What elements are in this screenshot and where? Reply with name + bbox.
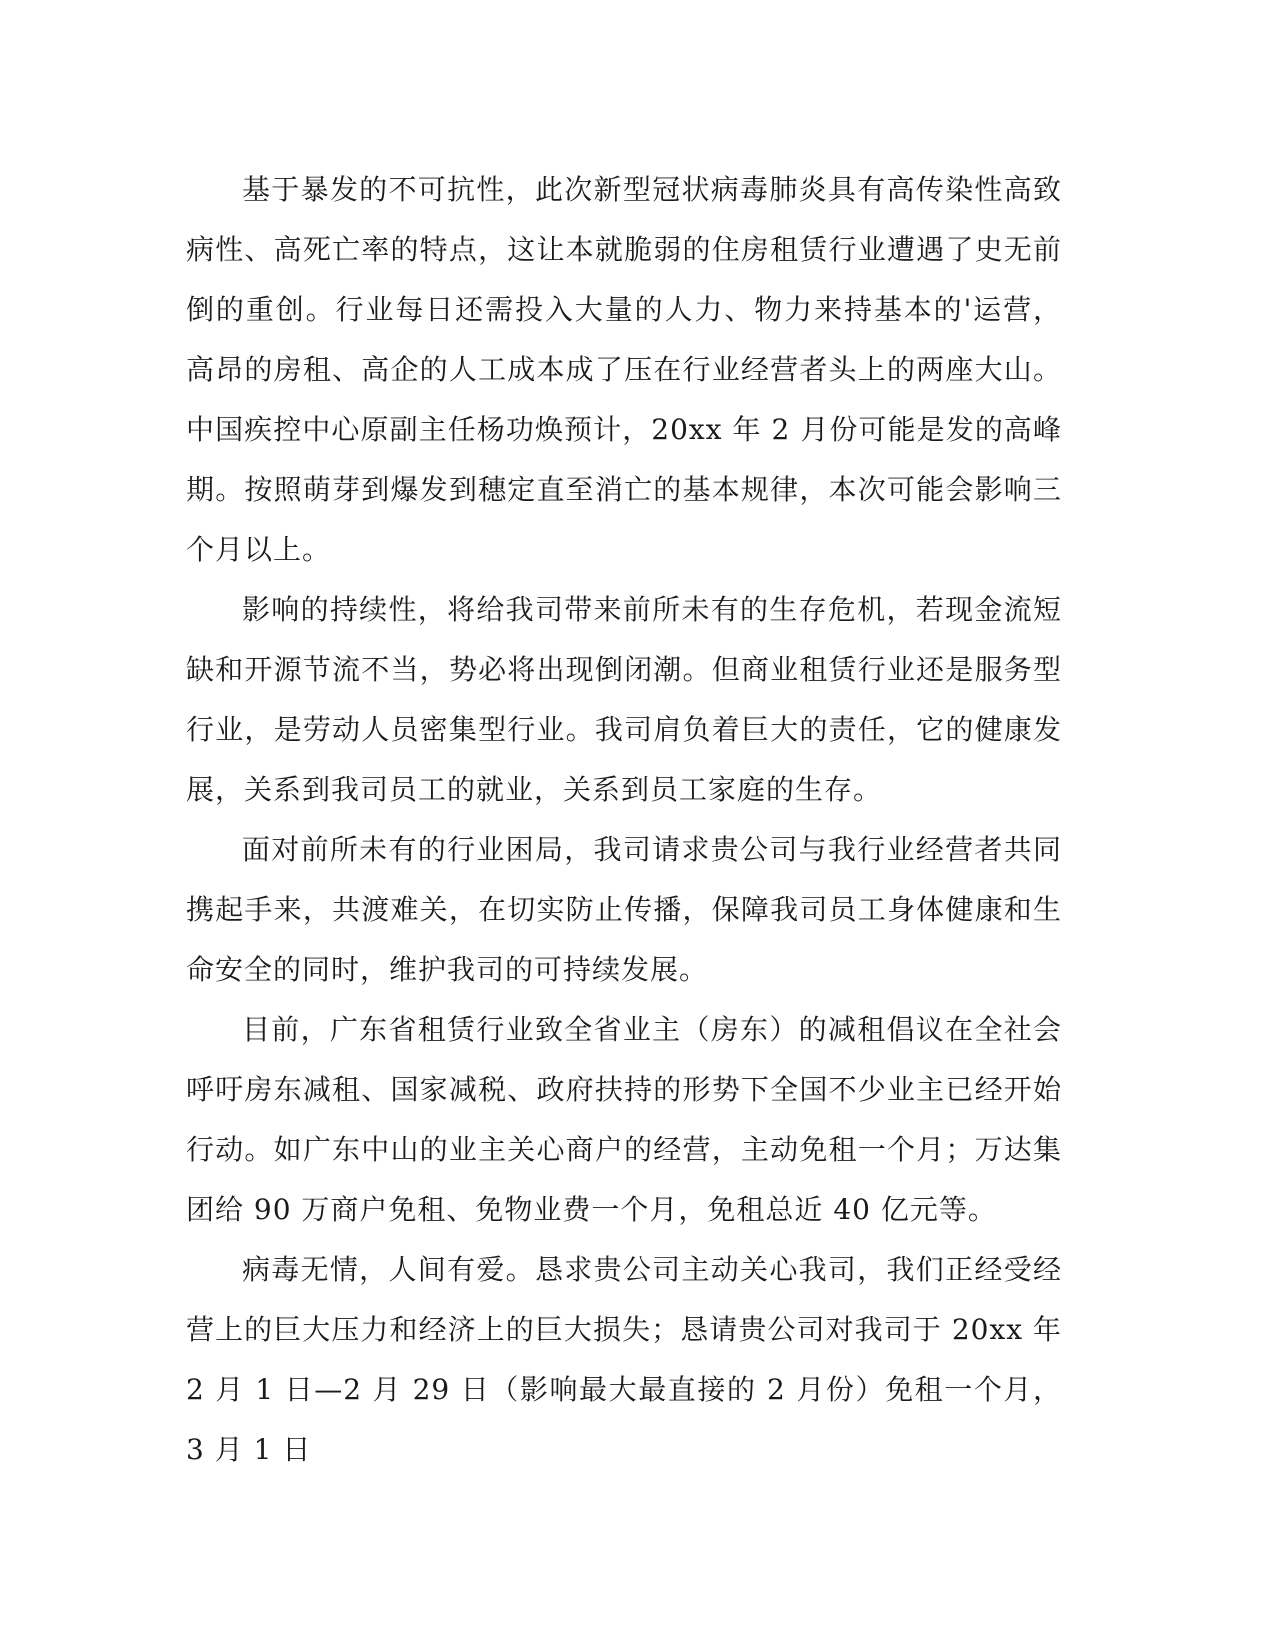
paragraph-1: 基于暴发的不可抗性，此次新型冠状病毒肺炎具有高传染性高致病性、高死亡率的特点，这让本就脆弱的住房租赁行业遭遇了史无前倒的重创。行业每日还需投入大量的人力、物力来持基本的'运营，高昂的房租、高企的人工成本成了压在行业经营者头上的两座大山。中国疾控中心原副主任杨功焕预计，20xx 年 2 月份可能是发的高峰期。按照萌芽到爆发到穗定直至消亡的基本规律，本次可能会影响三个月以上。: [186, 173, 1062, 566]
paragraph-3: 面对前所未有的行业困局，我司请求贵公司与我行业经营者共同携起手来，共渡难关，在切实防止传播，保障我司员工身体健康和生命安全的同时，维护我司的可持续发展。: [186, 833, 1062, 986]
paragraph-5: 病毒无情，人间有爱。恳求贵公司主动关心我司，我们正经受经营上的巨大压力和经济上的巨大损失；恳请贵公司对我司于 20xx 年 2 月 1 日—2 月 29 日（影响最大最直接的 2 月份）免租一个月，3 月 1 日: [186, 1253, 1062, 1466]
paragraph-4: 目前，广东省租赁行业致全省业主（房东）的减租倡议在全社会呼吁房东减租、国家减税、政府扶持的形势下全国不少业主已经开始行动。如广东中山的业主关心商户的经营，主动免租一个月；万达集团给 90 万商户免租、免物业费一个月，免租总近 40 亿元等。: [186, 1013, 1062, 1226]
document-body: [186, 160, 1062, 1480]
paragraph-2: 影响的持续性，将给我司带来前所未有的生存危机，若现金流短缺和开源节流不当，势必将出现倒闭潮。但商业租赁行业还是服务型行业，是劳动人员密集型行业。我司肩负着巨大的责任，它的健康发展，关系到我司员工的就业，关系到员工家庭的生存。: [186, 593, 1062, 806]
